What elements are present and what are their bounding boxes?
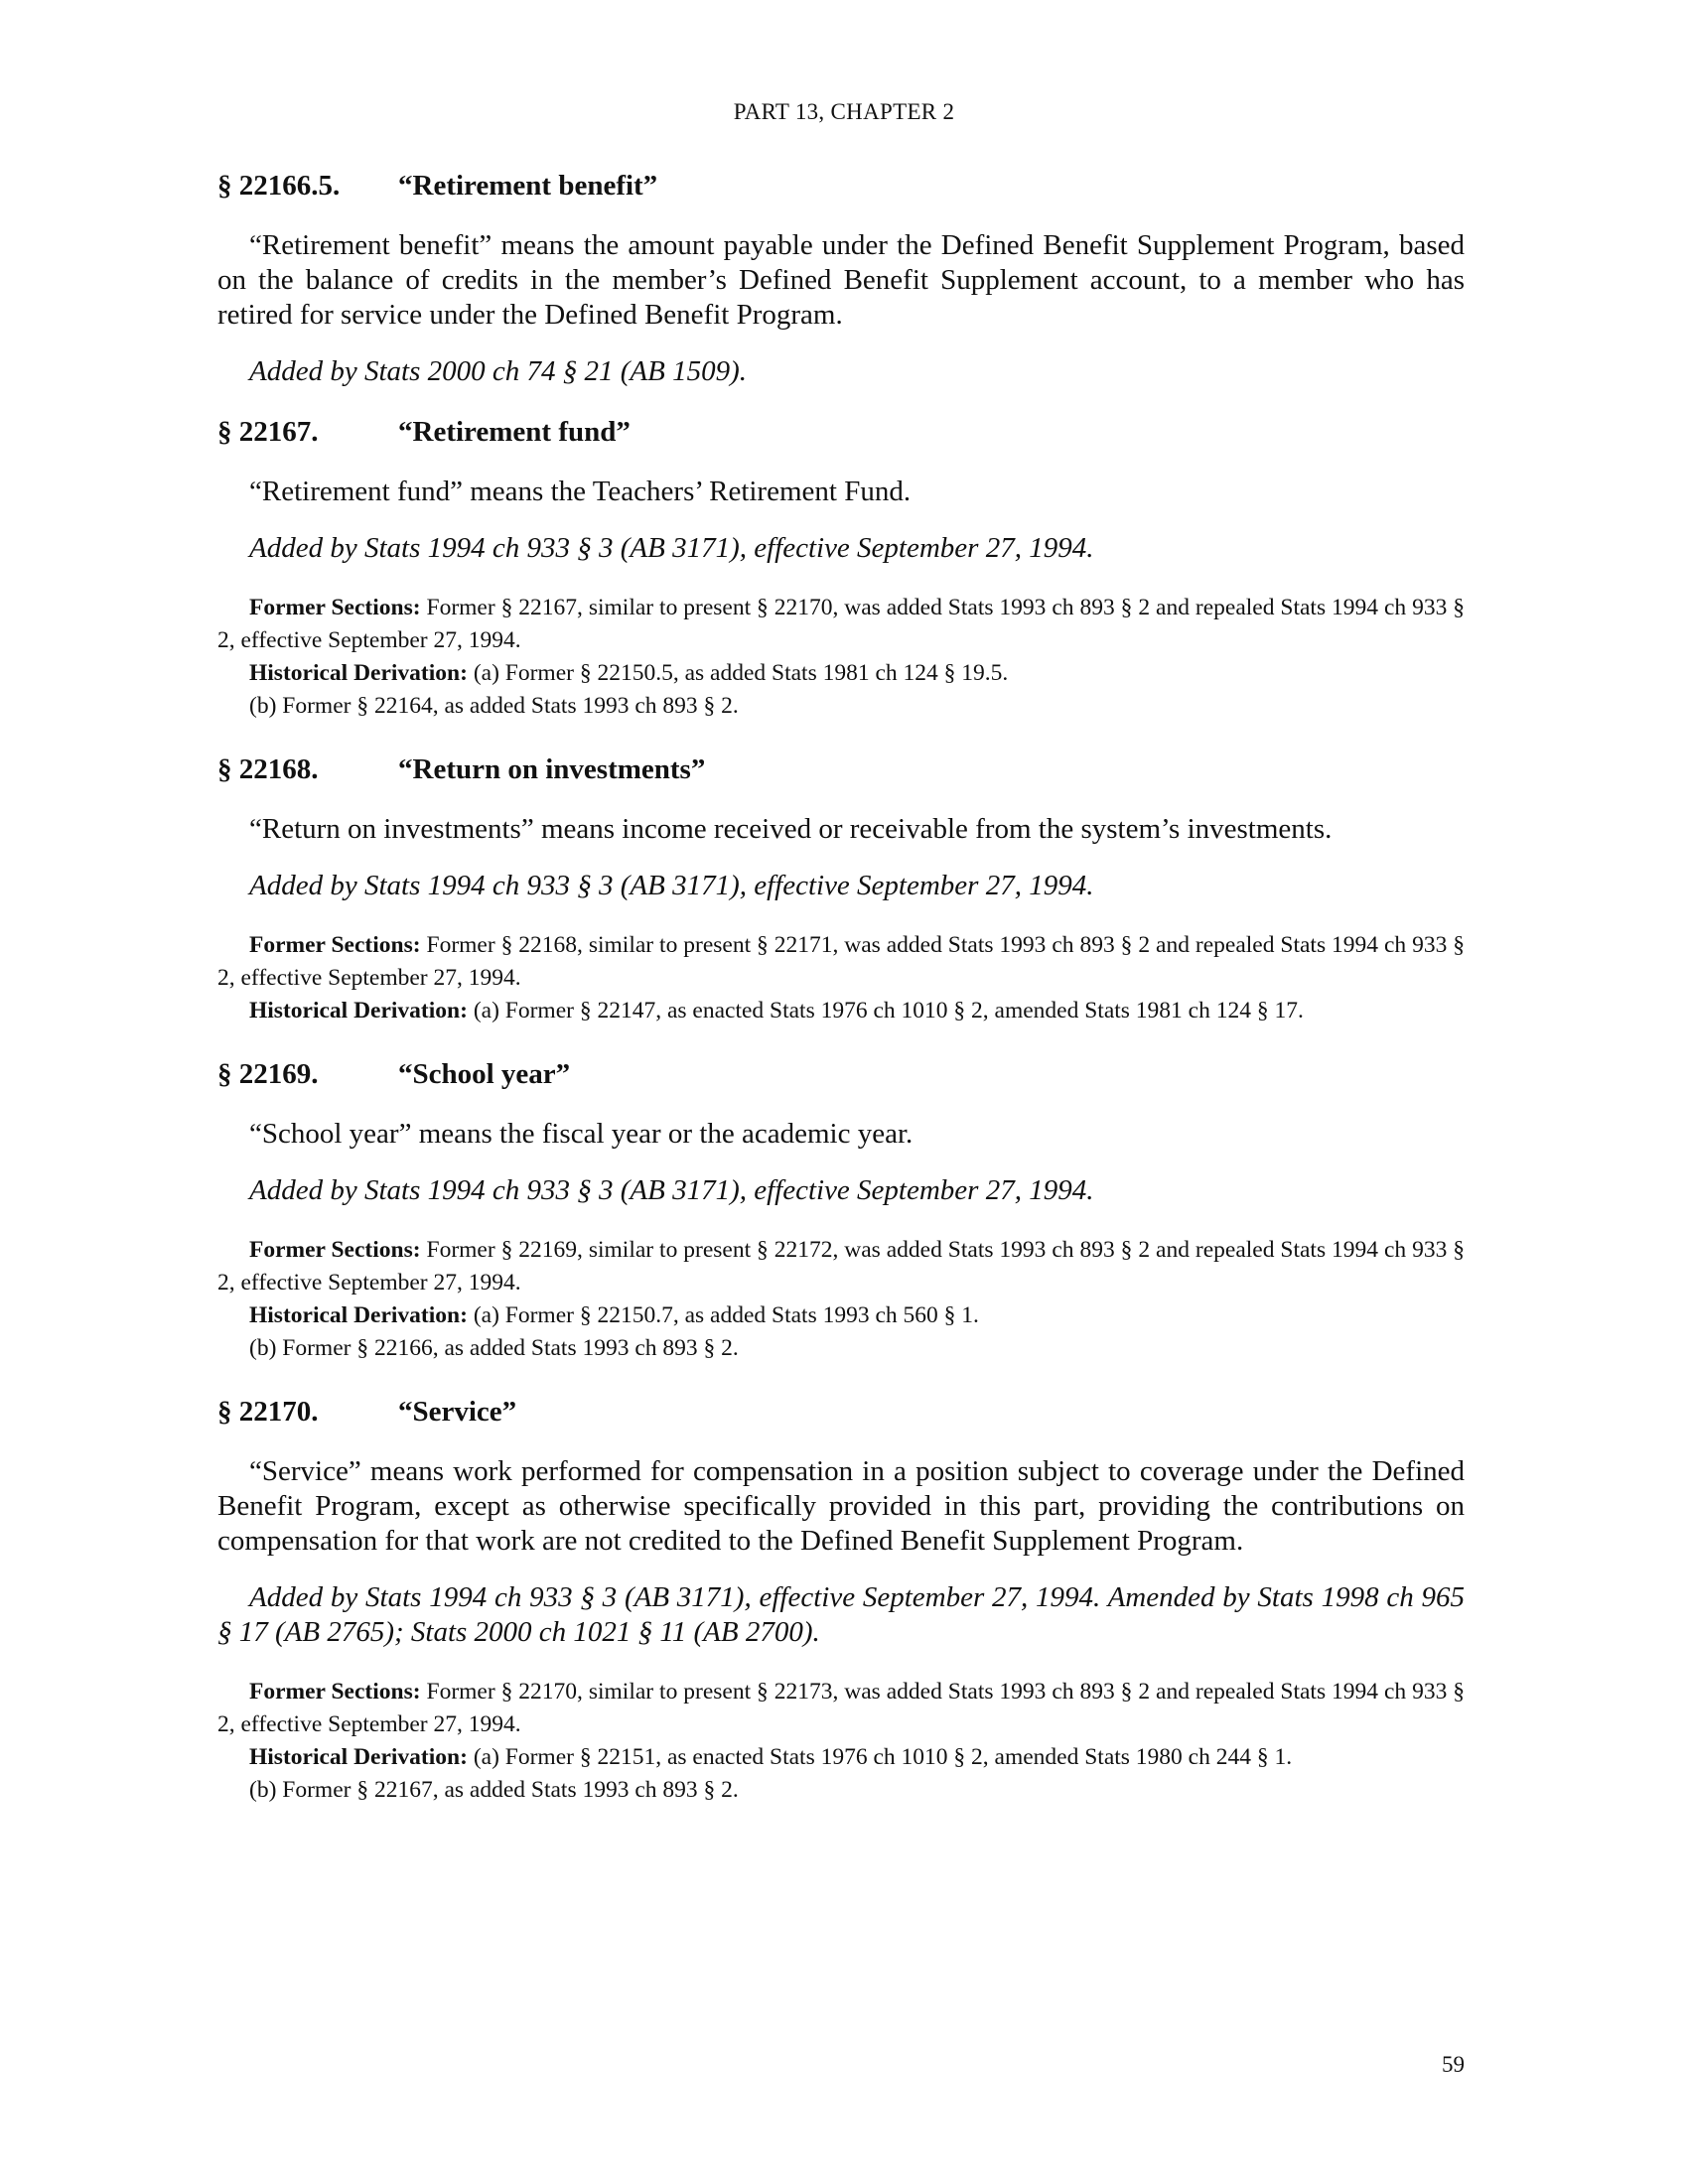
note-text: (a) Former § 22150.7, as added Stats 1993 ch 560 § 1. [467, 1302, 979, 1328]
annotation-notes [217, 929, 1465, 1027]
section-number: § 22167. [217, 416, 319, 448]
section-22169 [217, 1057, 1465, 1365]
note-text: (a) Former § 22150.5, as added Stats 1981 ch 124 § 19.5. [467, 660, 1009, 686]
note-label: Former Sections: [249, 1679, 421, 1705]
note-label: Historical Derivation: [249, 1744, 468, 1770]
section-22168 [217, 752, 1465, 1027]
derivation-continuation [217, 690, 1465, 723]
history-note: Added by Stats 1994 ch 933 § 3 (AB 3171), effective September 27, 1994. Amended by Stats 1998 ch 965 § 17 (AB 2765); Stats 2000 ch 1021 § 11 (AB 2700). [217, 1581, 1465, 1648]
section-number: § 22166.5. [217, 170, 341, 202]
note-text: Former § 22170, similar to present § 22173, was added Stats 1993 ch 893 § 2 and repealed Stats 1994 ch 933 § 2, effective September 27, 1994. [217, 1679, 1465, 1737]
section-22170 [217, 1395, 1465, 1807]
document-body [217, 169, 1465, 1837]
historical-derivation-note [217, 1299, 1465, 1332]
definition-text: “Service” means work performed for compensation in a position subject to coverage under the Defined Benefit Program, except as otherwise specifically provided in this part, providing the contributions on compensation for that work are not credited to the Defined Benefit Supplement Program. [217, 1455, 1465, 1557]
note-text: Former § 22167, similar to present § 22170, was added Stats 1993 ch 893 § 2 and repealed Stats 1994 ch 933 § 2, effective September 27, 1994. [217, 595, 1465, 653]
note-label: Former Sections: [249, 595, 421, 620]
annotation-notes [217, 592, 1465, 723]
former-sections-note [217, 1676, 1465, 1741]
history-note: Added by Stats 1994 ch 933 § 3 (AB 3171), effective September 27, 1994. [249, 532, 1094, 564]
note-text: Former § 22169, similar to present § 22172, was added Stats 1993 ch 893 § 2 and repealed Stats 1994 ch 933 § 2, effective September 27, 1994. [217, 1237, 1465, 1296]
section-22166-5 [217, 169, 1465, 389]
note-text: Former § 22168, similar to present § 22171, was added Stats 1993 ch 893 § 2 and repealed Stats 1994 ch 933 § 2, effective September 27, 1994. [217, 932, 1465, 991]
former-sections-note [217, 592, 1465, 657]
section-title: “School year” [398, 1058, 571, 1090]
history-note: Added by Stats 1994 ch 933 § 3 (AB 3171), effective September 27, 1994. [249, 870, 1094, 901]
derivation-continuation [217, 1332, 1465, 1365]
note-label: Historical Derivation: [249, 660, 468, 686]
historical-derivation-note [217, 657, 1465, 690]
note-text: (a) Former § 22151, as enacted Stats 1976 ch 1010 § 2, amended Stats 1980 ch 244 § 1. [467, 1744, 1293, 1770]
derivation-continuation [217, 1774, 1465, 1807]
section-heading [217, 415, 1465, 449]
history-note: Added by Stats 2000 ch 74 § 21 (AB 1509). [249, 355, 747, 387]
note-text: (a) Former § 22147, as enacted Stats 1976 ch 1010 § 2, amended Stats 1981 ch 124 § 17. [467, 998, 1304, 1024]
historical-derivation-note [217, 1741, 1465, 1774]
note-text: (b) Former § 22167, as added Stats 1993 ch 893 § 2. [249, 1777, 739, 1803]
section-number: § 22169. [217, 1058, 319, 1090]
annotation-notes [217, 1676, 1465, 1807]
section-title: “Service” [398, 1396, 517, 1428]
annotation-notes [217, 1234, 1465, 1365]
note-label: Historical Derivation: [249, 1302, 468, 1328]
section-title: “Return on investments” [398, 753, 706, 785]
section-title: “Retirement fund” [398, 416, 631, 448]
page-number: 59 [1442, 2052, 1465, 2077]
former-sections-note [217, 1234, 1465, 1299]
note-label: Former Sections: [249, 932, 421, 958]
historical-derivation-note [217, 995, 1465, 1027]
section-heading [217, 1057, 1465, 1091]
note-label: Former Sections: [249, 1237, 421, 1263]
section-title: “Retirement benefit” [398, 170, 658, 202]
section-number: § 22168. [217, 753, 319, 785]
note-text: (b) Former § 22166, as added Stats 1993 ch 893 § 2. [249, 1335, 739, 1361]
history-note: Added by Stats 1994 ch 933 § 3 (AB 3171), effective September 27, 1994. [249, 1174, 1094, 1206]
former-sections-note [217, 929, 1465, 995]
note-label: Historical Derivation: [249, 998, 468, 1024]
definition-text: “Retirement fund” means the Teachers’ Retirement Fund. [249, 476, 912, 507]
definition-text: “Return on investments” means income received or receivable from the system’s investments. [249, 813, 1333, 845]
section-heading [217, 1395, 1465, 1429]
section-22167 [217, 415, 1465, 723]
note-text: (b) Former § 22164, as added Stats 1993 ch 893 § 2. [249, 693, 739, 719]
definition-text: “School year” means the fiscal year or the academic year. [249, 1118, 914, 1150]
definition-text: “Retirement benefit” means the amount payable under the Defined Benefit Supplement Program, based on the balance of credits in the member’s Defined Benefit Supplement account, to a member who has retired for service under the Defined Benefit Program. [217, 229, 1465, 331]
section-heading [217, 752, 1465, 786]
section-heading [217, 169, 1465, 203]
running-header: PART 13, CHAPTER 2 [733, 99, 955, 124]
section-number: § 22170. [217, 1396, 319, 1428]
